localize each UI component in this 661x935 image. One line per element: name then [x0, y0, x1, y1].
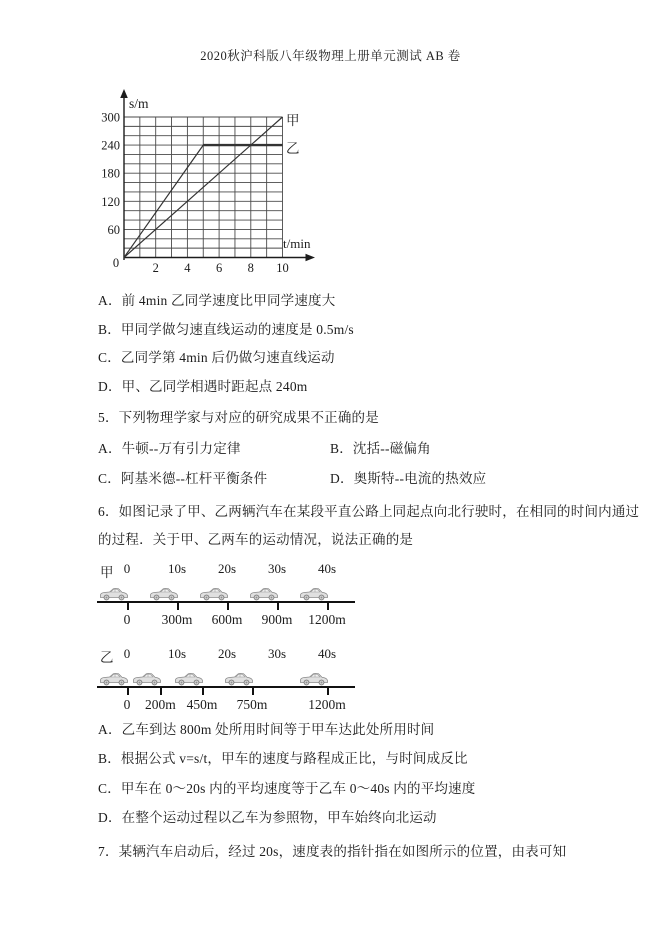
car-wheel-hub [156, 597, 158, 599]
car-wheel-hub [154, 682, 156, 684]
tick-mark [227, 601, 229, 610]
position-label: 0 [123, 612, 131, 627]
q6-option-b: B．根据公式 v=s/t，甲车的速度与路程成正比，与时间成反比 [98, 751, 468, 766]
car-icon [199, 586, 229, 602]
position-label: 1200m [308, 612, 346, 627]
car-diagram-jia [97, 558, 359, 628]
car-wheel-hub [181, 682, 183, 684]
position-label: 900m [261, 612, 293, 627]
x-tick-label: 6 [215, 261, 223, 275]
y-tick-label: 240 [101, 138, 120, 153]
road-line [97, 686, 355, 688]
time-label: 30s [267, 561, 287, 576]
time-label: 10s [167, 561, 187, 576]
tick-mark [177, 601, 179, 610]
page-title: 2020秋沪科版八年级物理上册单元测试 AB 卷 [200, 49, 461, 63]
car-icon [99, 586, 129, 602]
tick-mark [327, 686, 329, 695]
time-label: 0 [123, 561, 131, 576]
car-wheel-hub [106, 682, 108, 684]
car-wheel-hub [206, 597, 208, 599]
q6-option-a: A．乙车到达 800m 处所用时间等于甲车达此处所用时间 [98, 722, 435, 737]
q5-option-c: C．阿基米德--杠杆平衡条件 [98, 471, 268, 486]
time-label: 20s [217, 646, 237, 661]
car-icon [149, 586, 179, 602]
position-label: 750m [236, 697, 268, 712]
q5-option-a: A．牛顿--万有引力定律 [98, 441, 241, 456]
series-label: 乙 [286, 141, 300, 157]
x-tick-label: 10 [276, 261, 289, 275]
car-icon [299, 586, 329, 602]
tick-mark [202, 686, 204, 695]
car-wheel-hub [306, 682, 308, 684]
car-wheel-hub [306, 597, 308, 599]
car-wheel-hub [121, 682, 123, 684]
tick-mark [127, 686, 129, 695]
car-icon [132, 671, 162, 687]
position-label: 0 [123, 697, 131, 712]
car-icon [174, 671, 204, 687]
q4-option-d: D．甲、乙同学相遇时距起点 240m [98, 379, 308, 394]
position-label: 200m [144, 697, 176, 712]
position-label: 300m [161, 612, 193, 627]
x-axis-label: t/min [283, 236, 311, 251]
car-wheel-hub [139, 682, 141, 684]
car-wheel-hub [106, 597, 108, 599]
q5-option-b: B．沈括--磁偏角 [330, 441, 431, 456]
distance-time-graph [80, 88, 325, 288]
diagram-label: 乙 [100, 650, 114, 665]
time-label: 10s [167, 646, 187, 661]
car-wheel-hub [221, 597, 223, 599]
q4-option-a: A．前 4min 乙同学速度比甲同学速度大 [98, 293, 336, 308]
car-wheel-hub [171, 597, 173, 599]
car-wheel-hub [321, 597, 323, 599]
x-tick-label: 8 [247, 261, 254, 275]
y-axis-label: s/m [129, 96, 149, 111]
car-icon [249, 586, 279, 602]
y-tick-label: 300 [101, 110, 120, 125]
q6-option-c: C．甲车在 0～20s 内的平均速度等于乙车 0～40s 内的平均速度 [98, 781, 476, 796]
car-wheel-hub [271, 597, 273, 599]
q5-option-d: D．奥斯特--电流的热效应 [330, 471, 487, 486]
tick-mark [127, 601, 129, 610]
time-label: 20s [217, 561, 237, 576]
q6-stem-line1: 6．如图记录了甲、乙两辆汽车在某段平直公路上同起点向北行驶时，在相同的时间内通过 [98, 504, 640, 519]
y-tick-label: 60 [107, 222, 120, 237]
car-diagram-yi [97, 643, 359, 713]
position-label: 450m [186, 697, 218, 712]
q4-option-b: B．甲同学做匀速直线运动的速度是 0.5m/s [98, 322, 354, 337]
q7-stem: 7．某辆汽车启动后，经过 20s，速度表的指针指在如图所示的位置，由表可知 [98, 844, 567, 859]
tick-mark [160, 686, 162, 695]
x-axis-arrow [306, 254, 316, 261]
origin-label: 0 [112, 256, 120, 270]
y-tick-label: 180 [101, 166, 120, 181]
car-wheel-hub [196, 682, 198, 684]
car-icon [299, 671, 329, 687]
y-tick-label: 120 [101, 194, 120, 209]
time-label: 0 [123, 646, 131, 661]
tick-mark [327, 601, 329, 610]
car-wheel-hub [321, 682, 323, 684]
car-wheel-hub [256, 597, 258, 599]
time-label: 30s [267, 646, 287, 661]
series-label: 甲 [286, 113, 300, 128]
q5-stem: 5．下列物理学家与对应的研究成果不正确的是 [98, 410, 379, 425]
car-wheel-hub [121, 597, 123, 599]
q6-stem-line2: 的过程．关于甲、乙两车的运动情况，说法正确的是 [98, 532, 414, 547]
position-label: 600m [211, 612, 243, 627]
car-wheel-hub [246, 682, 248, 684]
road-line [97, 601, 355, 603]
x-tick-label: 4 [184, 261, 191, 275]
tick-mark [252, 686, 254, 695]
time-label: 40s [317, 561, 337, 576]
diagram-label: 甲 [100, 565, 114, 580]
car-icon [99, 671, 129, 687]
position-label: 1200m [308, 697, 346, 712]
time-label: 40s [317, 646, 337, 661]
y-axis-arrow [120, 89, 128, 98]
x-tick-label: 2 [152, 261, 159, 275]
car-icon [224, 671, 254, 687]
car-wheel-hub [231, 682, 233, 684]
tick-mark [277, 601, 279, 610]
q6-option-d: D．在整个运动过程以乙车为参照物，甲车始终向北运动 [98, 810, 437, 825]
q4-option-c: C．乙同学第 4min 后仍做匀速直线运动 [98, 350, 335, 365]
